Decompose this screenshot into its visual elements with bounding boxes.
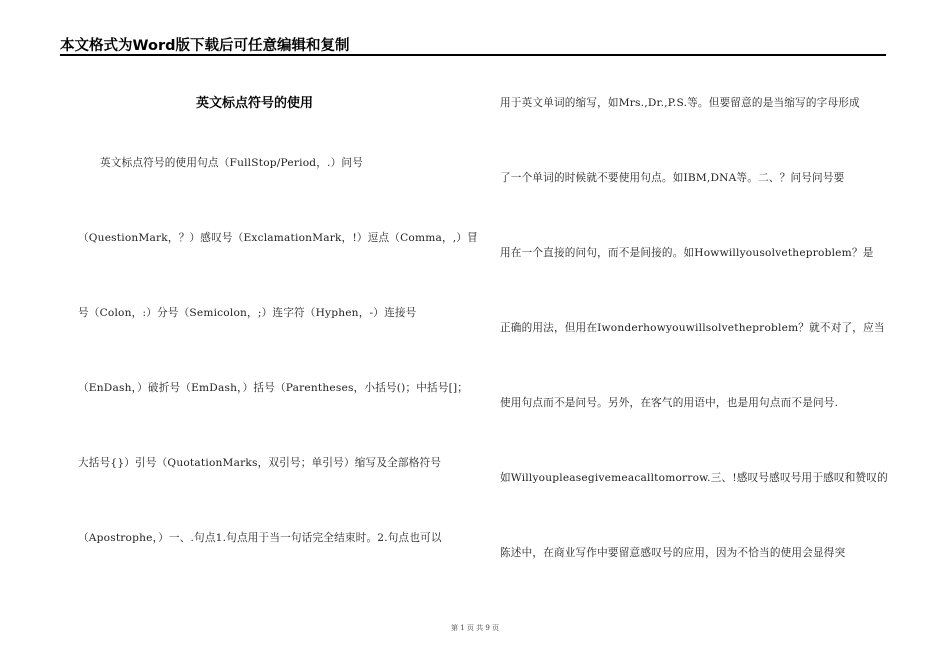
right-line-5: 使用句点而不是问号。另外，在客气的用语中，也是用句点而不是问号. [500,397,839,409]
left-line-4: （EnDash，）破折号（EmDash，）括号（Parentheses，小括号()；中括号[]； [78,382,469,394]
right-line-6: 如Willyoupleasegivemeacalltomorrow.三、!感叹号感叹号用于感叹和赞叹的 [500,472,888,484]
right-line-3: 用在一个直接的问句，而不是间接的。如Howwillyousolvetheproblem？是 [500,247,874,259]
document-header: 本文格式为Word版下载后可任意编辑和复制 [60,38,350,54]
right-line-7: 陈述中，在商业写作中要留意感叹号的应用，因为不恰当的使用会显得突 [500,547,846,559]
left-line-5: 大括号{}）引号（QuotationMarks，双引号；单引号）缩写及全部格符号 [78,457,442,469]
right-line-4: 正确的用法，但用在Iwonderhowyouwillsolvetheproblem？就不对了，应当 [500,322,885,334]
left-line-3: 号（Colon，:）分号（Semicolon，;）连字符（Hyphen，-）连接号 [78,307,417,319]
left-line-2: （QuestionMark，？）感叹号（ExclamationMark，!）逗点（Comma，,）冒 [78,232,478,244]
left-line-6: （Apostrophe，）一、.句点1.句点用于当一句话完全结束时。2.句点也可以 [78,532,442,544]
left-line-1: 英文标点符号的使用句点（FullStop/Period，.）问号 [100,157,363,169]
right-line-1: 用于英文单词的缩写，如Mrs.,Dr.,P.S.等。但要留意的是当缩写的字母形成 [500,97,860,109]
right-line-2: 了一个单词的时候就不要使用句点。如IBM,DNA等。二、？问号问号要 [500,172,845,184]
header-divider [60,54,886,56]
document-title: 英文标点符号的使用 [196,96,314,111]
page-number: 第 1 页 共 9 页 [450,624,500,632]
